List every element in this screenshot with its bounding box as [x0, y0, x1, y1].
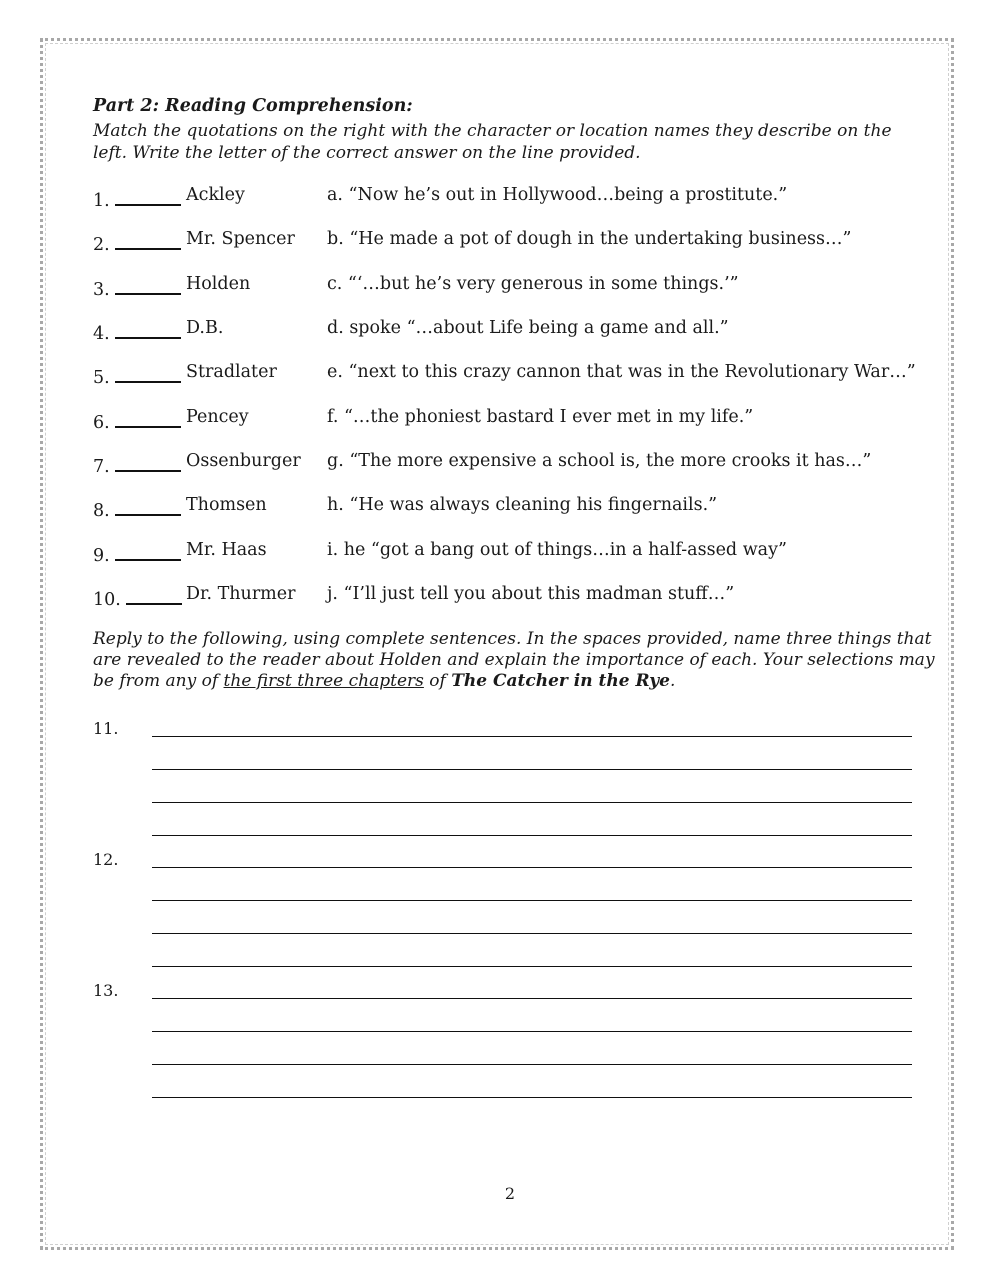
quotation: f. “…the phoniest bastard I ever met in my life.” [327, 407, 754, 427]
answer-line[interactable] [152, 998, 912, 999]
answer-line[interactable] [152, 1097, 912, 1098]
answer-blank[interactable] [115, 185, 181, 206]
answer-line[interactable] [152, 933, 912, 934]
item-number: 2. [93, 235, 110, 255]
page-number: 2 [504, 1184, 516, 1203]
quotation: e. “next to this crazy cannon that was in the Revolutionary War…” [327, 362, 916, 382]
item-number: 4. [93, 324, 110, 344]
answer-blank[interactable] [115, 451, 181, 472]
answer-line[interactable] [152, 1064, 912, 1065]
quotation: b. “He made a pot of dough in the undertaking business…” [327, 229, 852, 249]
item-number: 1. [93, 191, 110, 211]
answer-line[interactable] [152, 835, 912, 836]
character-name: D.B. [186, 318, 224, 338]
item-number: 8. [93, 501, 110, 521]
question-number: 11. [93, 719, 119, 738]
character-name: Ossenburger [186, 451, 301, 471]
section-heading: Part 2: Reading Comprehension: [93, 96, 413, 116]
item-number: 6. [93, 413, 110, 433]
character-name: Thomsen [186, 495, 267, 515]
quotation: i. he “got a bang out of things…in a half-assed way” [327, 540, 787, 560]
answer-line[interactable] [152, 867, 912, 868]
quotation: a. “Now he’s out in Hollywood…being a prostitute.” [327, 185, 788, 205]
quotation: h. “He was always cleaning his fingernails.” [327, 495, 718, 515]
item-number: 3. [93, 280, 110, 300]
answer-blank[interactable] [115, 540, 181, 561]
answer-blank[interactable] [126, 584, 182, 605]
quotation: j. “I’ll just tell you about this madman stuff…” [327, 584, 735, 604]
quotation: d. spoke “…about Life being a game and all.” [327, 318, 729, 338]
answer-line[interactable] [152, 769, 912, 770]
answer-blank[interactable] [115, 229, 181, 250]
quotation: c. “‘…but he’s very generous in some things.’” [327, 274, 739, 294]
reply-instructions: Reply to the following, using complete sentences. In the spaces provided, name three things that are revealed to the reader about Holden and explain the importance of each. Your selections may be from any of the first three chapters of The Catcher in the Rye. [93, 629, 935, 691]
answer-blank[interactable] [115, 495, 181, 516]
answer-blank[interactable] [115, 362, 181, 383]
instructions-text: Match the quotations on the right with the character or location names they describe on the left. Write the letter of the correct answer on the line provided. [93, 121, 892, 163]
answer-line[interactable] [152, 802, 912, 803]
answer-blank[interactable] [115, 407, 181, 428]
item-number: 10. [93, 590, 121, 610]
item-number: 7. [93, 457, 110, 477]
character-name: Holden [186, 274, 251, 294]
item-number: 9. [93, 546, 110, 566]
character-name: Stradlater [186, 362, 277, 382]
character-name: Pencey [186, 407, 249, 427]
character-name: Dr. Thurmer [186, 584, 296, 604]
answer-line[interactable] [152, 900, 912, 901]
character-name: Mr. Haas [186, 540, 267, 560]
underlined-phrase: the first three chapters [223, 671, 424, 691]
answer-line[interactable] [152, 1031, 912, 1032]
answer-line[interactable] [152, 966, 912, 967]
item-number: 5. [93, 368, 110, 388]
book-title: The Catcher in the Rye [451, 671, 670, 691]
character-name: Ackley [186, 185, 245, 205]
quotation: g. “The more expensive a school is, the more crooks it has…” [327, 451, 872, 471]
character-name: Mr. Spencer [186, 229, 295, 249]
answer-blank[interactable] [115, 274, 181, 295]
question-number: 12. [93, 850, 119, 869]
answer-blank[interactable] [115, 318, 181, 339]
answer-line[interactable] [152, 736, 912, 737]
question-number: 13. [93, 981, 119, 1000]
